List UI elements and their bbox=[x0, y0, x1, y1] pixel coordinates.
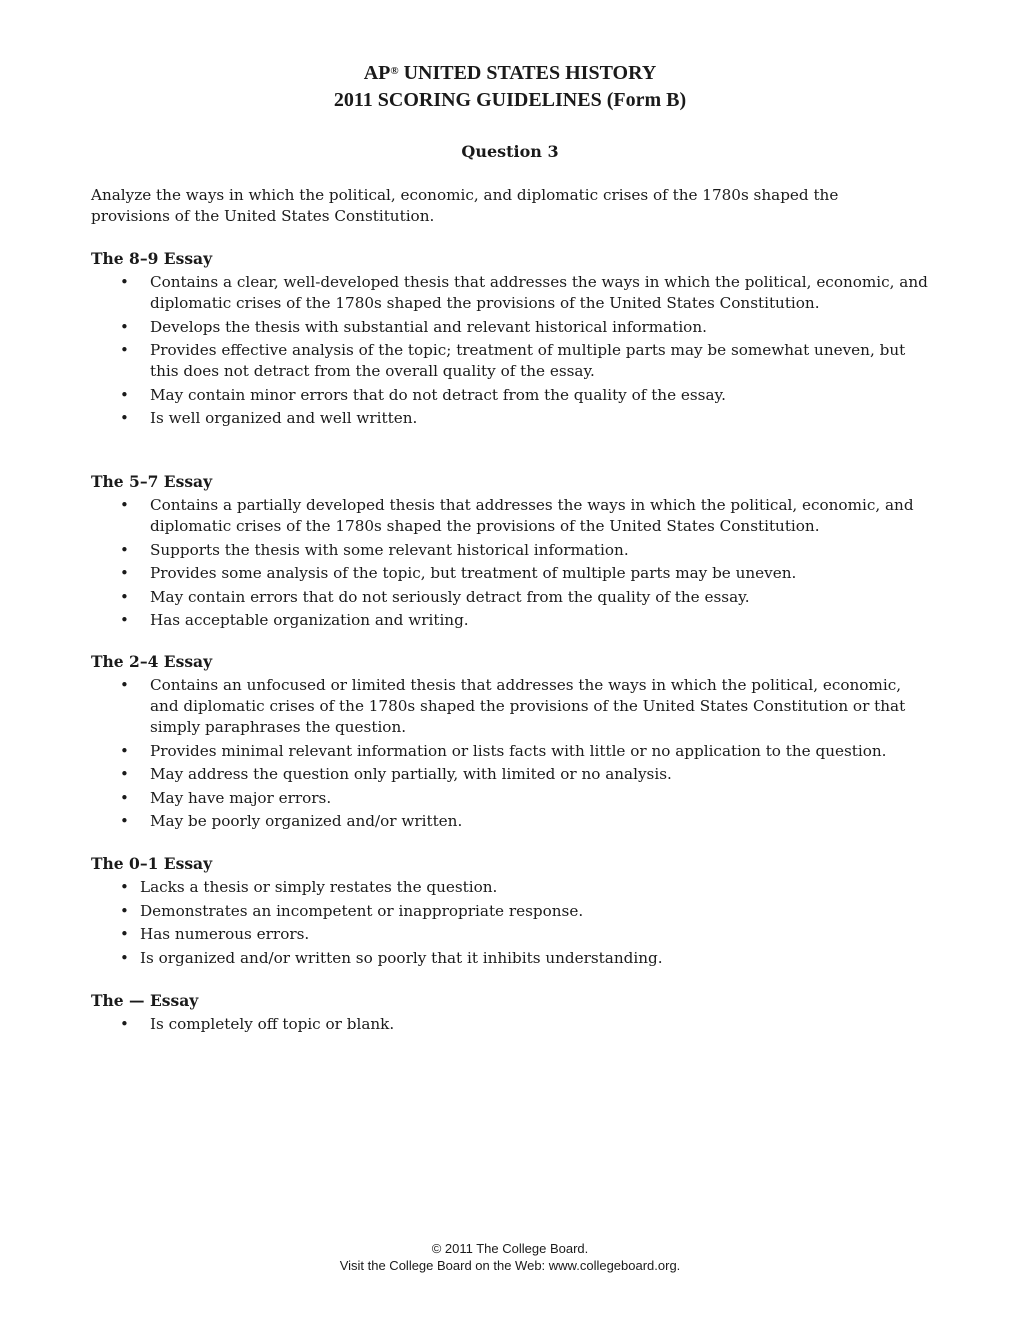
criterion-text: Is well organized and well written. bbox=[150, 409, 418, 427]
criterion-text: Supports the thesis with some relevant historical information. bbox=[150, 540, 629, 559]
question-prompt: Analyze the ways in which the political, economic, and diplomatic crises of the 1780s shaped the provisions of the United States Constitution. bbox=[91, 186, 839, 225]
list-item bbox=[91, 563, 931, 584]
page-footer bbox=[0, 1240, 1020, 1274]
criterion-text: Provides some analysis of the topic, but treatment of multiple parts may be uneven. bbox=[150, 564, 797, 582]
bullet-icon: • bbox=[120, 385, 129, 404]
list-item bbox=[91, 741, 931, 762]
criteria-list bbox=[91, 877, 931, 969]
criterion-text: Has numerous errors. bbox=[140, 925, 310, 943]
bullet-icon: • bbox=[120, 496, 129, 514]
bullet-icon: • bbox=[120, 564, 129, 582]
bullet-icon: • bbox=[120, 1015, 129, 1033]
title-line-2: 2011 SCORING GUIDELINES (Form B) bbox=[333, 89, 687, 111]
bullet-icon: • bbox=[120, 587, 129, 606]
criterion-text: Provides effective analysis of the topic; treatment of multiple parts may be somewhat uneven, but this does not detract from the overall quality of the essay. bbox=[150, 341, 906, 380]
criteria-list bbox=[91, 495, 931, 631]
criterion-text: May contain minor errors that do not detract from the quality of the essay. bbox=[150, 385, 726, 404]
bullet-icon: • bbox=[120, 812, 129, 830]
bullet-icon: • bbox=[120, 925, 129, 943]
registered-mark: ® bbox=[390, 65, 399, 77]
copyright-text: © 2011 The College Board. bbox=[431, 1241, 589, 1256]
section-heading: The 8–9 Essay bbox=[91, 249, 213, 268]
list-item bbox=[91, 764, 931, 785]
criteria-list bbox=[91, 1014, 931, 1035]
section-dash bbox=[91, 990, 931, 1038]
question-heading: Question 3 bbox=[461, 142, 559, 161]
list-item bbox=[91, 408, 931, 429]
section-0-1 bbox=[91, 853, 931, 971]
title-line-1 bbox=[0, 60, 1020, 87]
bullet-icon: • bbox=[120, 788, 129, 807]
section-8-9 bbox=[91, 248, 931, 432]
bullet-icon: • bbox=[120, 540, 129, 559]
bullet-icon: • bbox=[120, 409, 129, 427]
bullet-icon: • bbox=[120, 741, 129, 760]
list-item bbox=[91, 340, 931, 382]
criterion-text: May contain errors that do not seriously detract from the quality of the essay. bbox=[150, 587, 750, 606]
list-item bbox=[91, 675, 931, 738]
section-heading: The — Essay bbox=[91, 991, 199, 1010]
bullet-icon: • bbox=[120, 676, 129, 694]
criterion-text: Lacks a thesis or simply restates the question. bbox=[140, 878, 498, 896]
bullet-icon: • bbox=[120, 341, 129, 359]
list-item bbox=[91, 877, 931, 898]
section-2-4 bbox=[91, 651, 931, 835]
bullet-icon: • bbox=[120, 948, 129, 967]
criterion-text: Provides minimal relevant information or lists facts with little or no application to the question. bbox=[150, 741, 887, 760]
bullet-icon: • bbox=[120, 901, 129, 920]
criterion-text: Contains a partially developed thesis that addresses the ways in which the political, economic, and diplomatic crises of the 1780s shaped the provisions of the United States Constitution. bbox=[150, 496, 914, 535]
bullet-icon: • bbox=[120, 765, 129, 783]
bullet-icon: • bbox=[120, 611, 129, 629]
list-item bbox=[91, 948, 931, 969]
criterion-text: May be poorly organized and/or written. bbox=[150, 812, 463, 830]
bullet-icon: • bbox=[120, 878, 129, 896]
criterion-text: Contains an unfocused or limited thesis that addresses the ways in which the political, economic, and diplomatic crises of the 1780s shaped the provisions of the United States Constitution or that simply paraphrases the question. bbox=[150, 676, 906, 736]
list-item bbox=[91, 610, 931, 631]
document-title bbox=[0, 60, 1020, 114]
list-item bbox=[91, 924, 931, 945]
list-item bbox=[91, 901, 931, 922]
list-item bbox=[91, 317, 931, 338]
section-heading: The 2–4 Essay bbox=[91, 652, 213, 671]
criterion-text: Has acceptable organization and writing. bbox=[150, 611, 469, 629]
bullet-icon: • bbox=[120, 317, 129, 336]
title-line-1-text: UNITED STATES HISTORY bbox=[398, 62, 657, 84]
list-item bbox=[91, 788, 931, 809]
criteria-list bbox=[91, 272, 931, 429]
list-item bbox=[91, 1014, 931, 1035]
title-prefix: AP bbox=[363, 62, 391, 84]
criterion-text: May address the question only partially, with limited or no analysis. bbox=[150, 765, 672, 783]
list-item bbox=[91, 495, 931, 537]
section-5-7 bbox=[91, 471, 931, 634]
list-item bbox=[91, 385, 931, 406]
criterion-text: Contains a clear, well-developed thesis that addresses the ways in which the political, economic, and diplomatic crises of the 1780s shaped the provisions of the United States Constitution. bbox=[150, 273, 928, 312]
criterion-text: May have major errors. bbox=[150, 788, 332, 807]
list-item bbox=[91, 540, 931, 561]
section-heading: The 0–1 Essay bbox=[91, 854, 213, 873]
criterion-text: Develops the thesis with substantial and relevant historical information. bbox=[150, 317, 707, 336]
criterion-text: Demonstrates an incompetent or inappropriate response. bbox=[140, 901, 584, 920]
list-item bbox=[91, 272, 931, 314]
bullet-icon: • bbox=[120, 273, 129, 291]
criterion-text: Is completely off topic or blank. bbox=[150, 1015, 395, 1033]
website-text: Visit the College Board on the Web: www.collegeboard.org. bbox=[339, 1258, 681, 1273]
list-item bbox=[91, 587, 931, 608]
section-heading: The 5–7 Essay bbox=[91, 472, 213, 491]
criterion-text: Is organized and/or written so poorly that it inhibits understanding. bbox=[140, 948, 663, 967]
criteria-list bbox=[91, 675, 931, 832]
list-item bbox=[91, 811, 931, 832]
